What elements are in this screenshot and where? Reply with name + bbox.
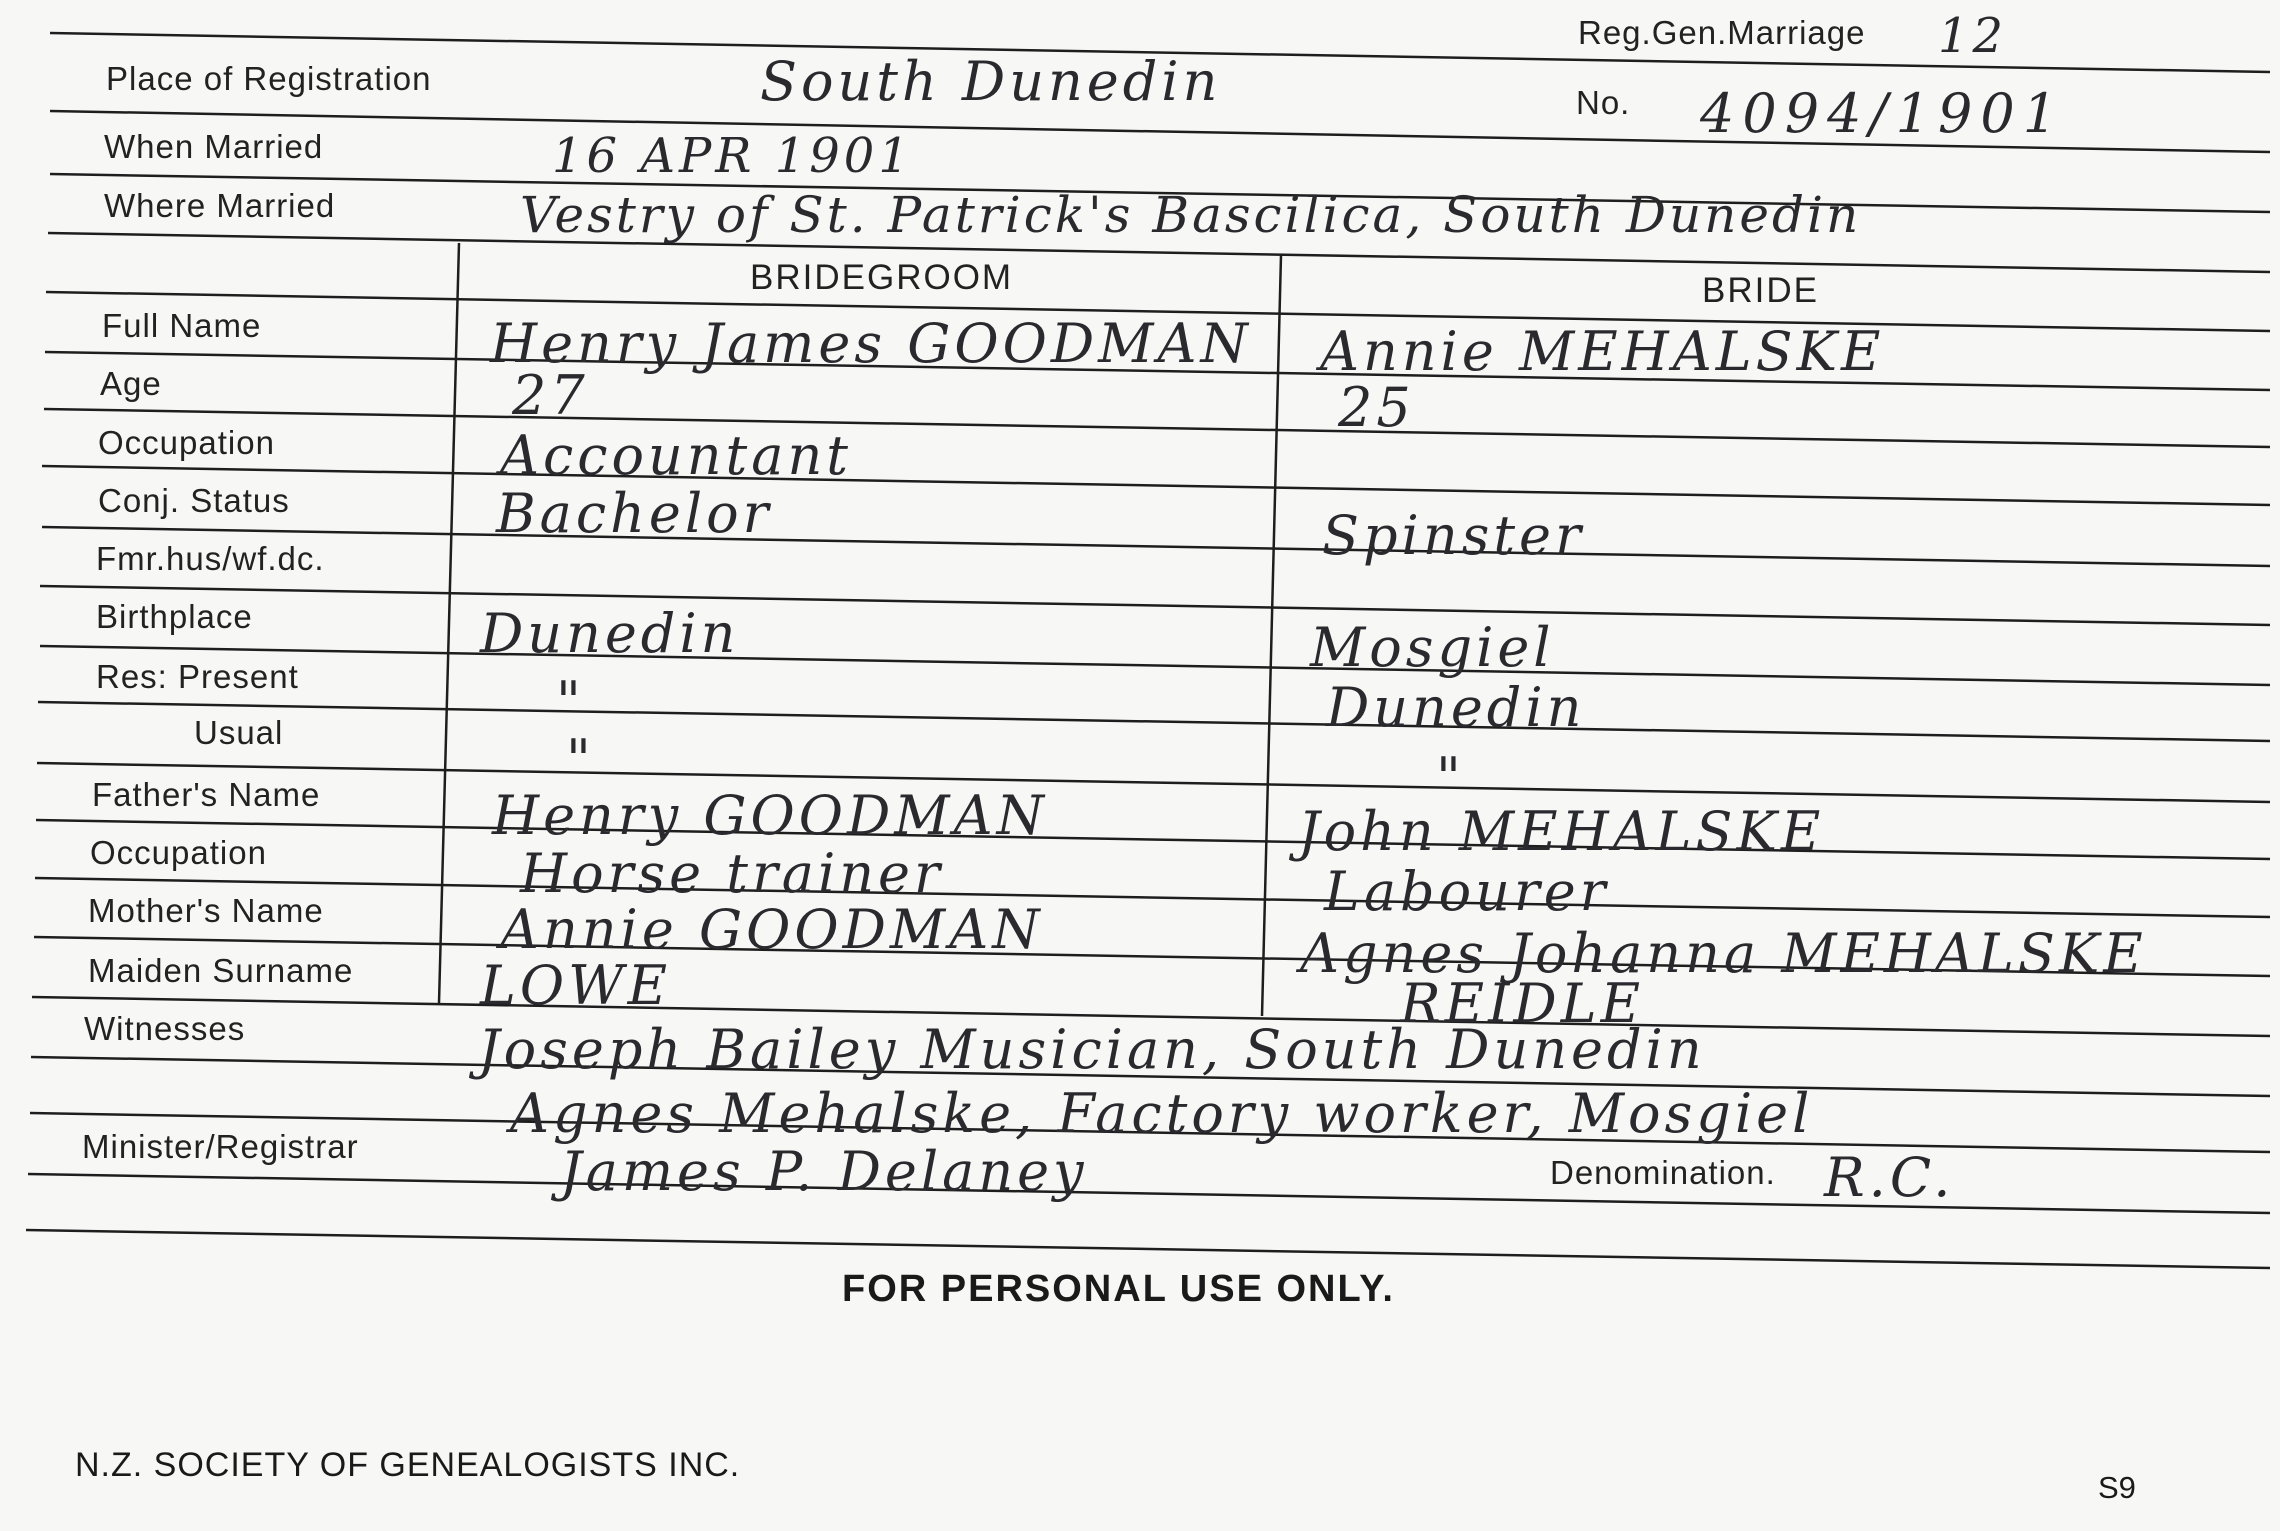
- full-name-label: Full Name: [102, 307, 262, 344]
- reg-gen-marriage-value: 12: [1938, 8, 2008, 64]
- groom-age: 27: [512, 364, 589, 427]
- registration-number-label: No.: [1576, 84, 1631, 121]
- denomination-label: Denomination.: [1550, 1154, 1776, 1191]
- society-name: N.Z. SOCIETY OF GENEALOGISTS INC.: [75, 1446, 741, 1484]
- bride-residence-usual: ": [1436, 746, 1465, 809]
- denomination-value: R.C.: [1824, 1146, 1955, 1209]
- groom-occupation: Accountant: [500, 424, 852, 487]
- residence-present-label: Res: Present: [96, 658, 299, 695]
- groom-conj-status: Bachelor: [496, 482, 773, 545]
- witnesses-label: Witnesses: [84, 1010, 246, 1047]
- bride-conj-status: Spinster: [1322, 504, 1585, 567]
- bride-full-name: Annie MEHALSKE: [1320, 320, 1885, 383]
- where-married-label: Where Married: [104, 187, 336, 224]
- bride-birthplace: Mosgiel: [1310, 616, 1555, 679]
- where-married-value: Vestry of St. Patrick's Bascilica, South Dunedin: [520, 186, 1862, 244]
- occupation-label: Occupation: [98, 424, 275, 461]
- minister-registrar-value: James P. Delaney: [560, 1140, 1088, 1203]
- bride-mother-name: Agnes Johanna MEHALSKE: [1300, 922, 2147, 985]
- bride-maiden-surname: REIDLE: [1400, 972, 1644, 1035]
- maiden-surname-label: Maiden Surname: [88, 952, 354, 989]
- conj-status-label: Conj. Status: [98, 482, 290, 519]
- bridegroom-column-header: BRIDEGROOM: [750, 258, 1014, 297]
- bride-father-occupation: Labourer: [1324, 860, 1610, 923]
- minister-registrar-label: Minister/Registrar: [82, 1128, 359, 1165]
- groom-residence-usual: ": [566, 728, 595, 791]
- bride-age: 25: [1338, 376, 1415, 439]
- age-label: Age: [100, 365, 162, 402]
- reg-gen-marriage-label: Reg.Gen.Marriage: [1578, 14, 1866, 51]
- groom-maiden-surname: LOWE: [480, 954, 672, 1017]
- registration-number-value: 4094/1901: [1700, 82, 2066, 145]
- personal-use-notice: FOR PERSONAL USE ONLY.: [842, 1268, 1395, 1310]
- father-occupation-label: Occupation: [90, 834, 267, 871]
- groom-father-occupation: Horse trainer: [520, 842, 944, 905]
- place-of-registration-label: Place of Registration: [106, 60, 432, 97]
- groom-full-name: Henry James GOODMAN: [490, 312, 1252, 375]
- groom-mother-name: Annie GOODMAN: [500, 898, 1044, 961]
- mother-name-label: Mother's Name: [88, 892, 324, 929]
- place-of-registration-value: South Dunedin: [760, 50, 1222, 113]
- residence-usual-label: Usual: [194, 714, 284, 751]
- bride-father-name: John MEHALSKE: [1298, 800, 1825, 863]
- father-name-label: Father's Name: [92, 776, 321, 813]
- groom-birthplace: Dunedin: [480, 602, 740, 665]
- bride-residence-present: Dunedin: [1326, 676, 1586, 739]
- witness-line-1: Joseph Bailey Musician, South Dunedin: [478, 1018, 1706, 1081]
- bride-column-header: BRIDE: [1702, 271, 1819, 310]
- witness-line-2: Agnes Mehalske, Factory worker, Mosgiel: [510, 1082, 1814, 1145]
- form-code: S9: [2098, 1470, 2136, 1505]
- when-married-label: When Married: [104, 128, 324, 165]
- former-spouse-label: Fmr.hus/wf.dc.: [96, 540, 325, 577]
- groom-residence-present: ": [556, 670, 585, 733]
- birthplace-label: Birthplace: [96, 598, 253, 635]
- when-married-value: 16 APR 1901: [552, 128, 913, 184]
- groom-father-name: Henry GOODMAN: [492, 784, 1048, 847]
